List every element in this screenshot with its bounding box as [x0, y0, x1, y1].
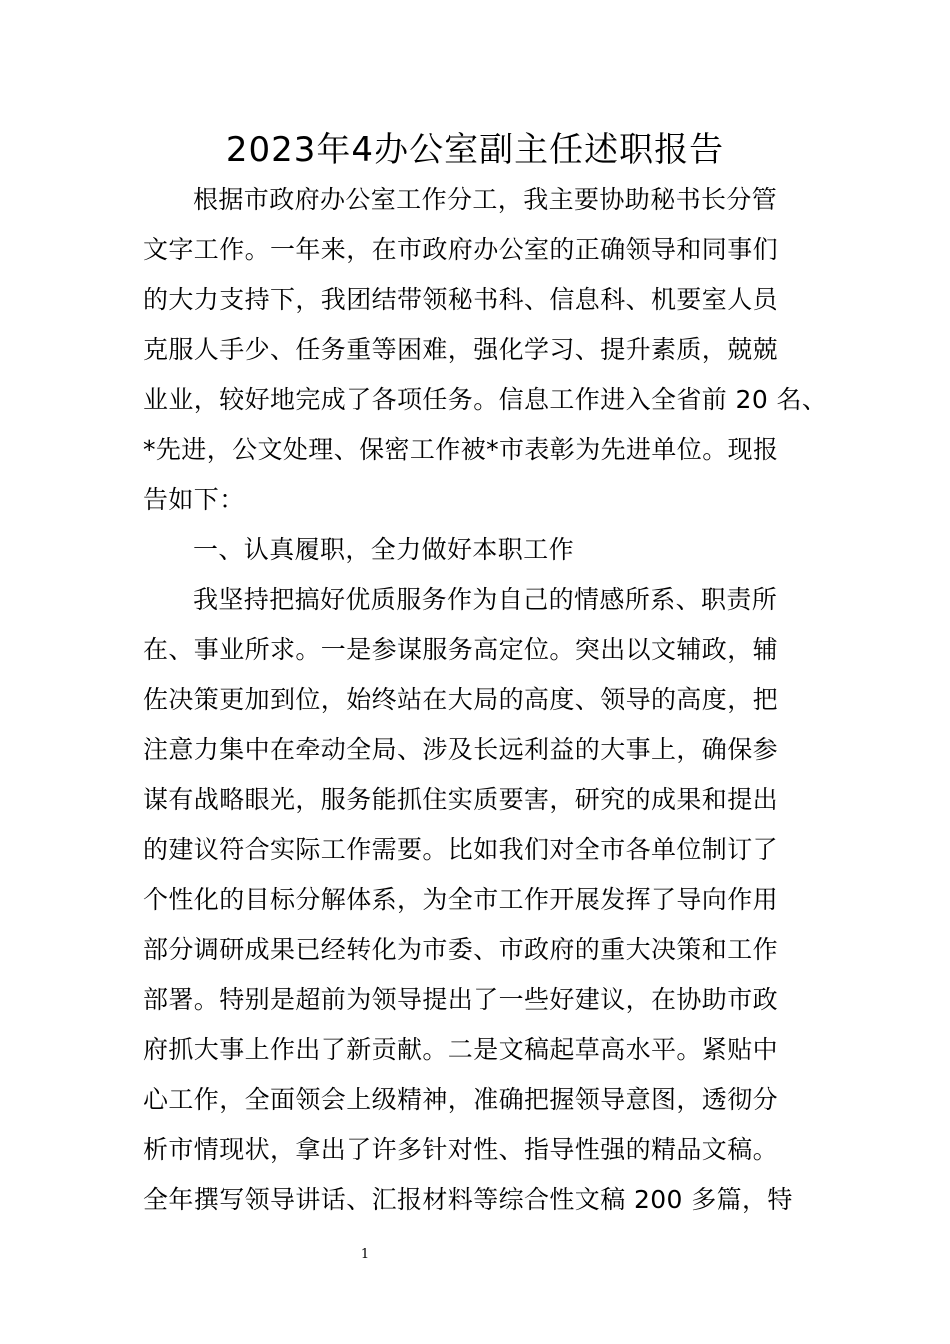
- paragraph-line: 部署。特别是超前为领导提出了一些好建议，在协助市政: [143, 985, 779, 1014]
- paragraph-line: 析市情现状，拿出了许多针对性、指导性强的精品文稿。: [143, 1135, 779, 1164]
- paragraph-line: 心工作，全面领会上级精神，准确把握领导意图，透彻分: [143, 1085, 779, 1114]
- page-number: 1: [360, 1247, 370, 1262]
- paragraph-line: 个性化的目标分解体系，为全市工作开展发挥了导向作用: [143, 885, 779, 914]
- paragraph-line: 部分调研成果已经转化为市委、市政府的重大决策和工作: [143, 935, 779, 964]
- paragraph-line: 的建议符合实际工作需要。比如我们对全市各单位制订了: [143, 835, 779, 864]
- section-heading: 一、认真履职，全力做好本职工作: [193, 535, 575, 564]
- paragraph-line: 告如下：: [143, 485, 245, 514]
- document-body: [143, 175, 828, 1225]
- paragraph-line: 府抓大事上作出了新贡献。二是文稿起草高水平。紧贴中: [143, 1035, 779, 1064]
- paragraph-line: 谋有战略眼光，服务能抓住实质要害，研究的成果和提出: [143, 785, 779, 814]
- paragraph-line: 克服人手少、任务重等困难，强化学习、提升素质，兢兢: [143, 335, 779, 364]
- document-title: 2023年4办公室副主任述职报告: [225, 130, 725, 170]
- paragraph-line: 的大力支持下，我团结带领秘书科、信息科、机要室人员: [143, 285, 779, 314]
- paragraph-line: 在、事业所求。一是参谋服务高定位。突出以文辅政，辅: [143, 635, 779, 664]
- paragraph-line: 全年撰写领导讲话、汇报材料等综合性文稿 200 多篇，特: [143, 1185, 793, 1214]
- paragraph-line: 根据市政府办公室工作分工，我主要协助秘书长分管: [193, 185, 778, 214]
- paragraph-line: 佐决策更加到位，始终站在大局的高度、领导的高度，把: [143, 685, 779, 714]
- paragraph-line: 文字工作。一年来，在市政府办公室的正确领导和同事们: [143, 235, 779, 264]
- paragraph-line: *先进，公文处理、保密工作被*市表彰为先进单位。现报: [143, 435, 779, 464]
- paragraph-line: 业业，较好地完成了各项任务。信息工作进入全省前 20 名、: [143, 385, 828, 414]
- paragraph-line: 我坚持把搞好优质服务作为自己的情感所系、职责所: [193, 585, 778, 614]
- paragraph-line: 注意力集中在牵动全局、涉及长远利益的大事上，确保参: [143, 735, 779, 764]
